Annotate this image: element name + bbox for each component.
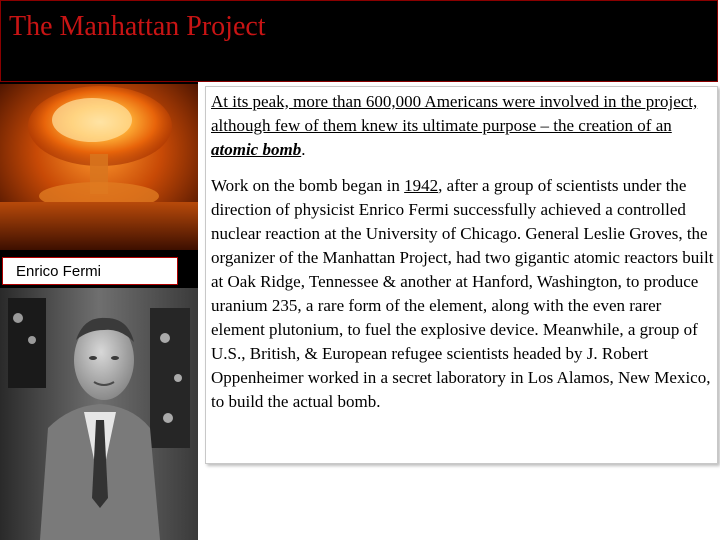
slide-title: The Manhattan Project [9,11,266,42]
atomic-bomb-emphasis: atomic bomb [211,140,302,159]
portrait-caption: Enrico Fermi [16,263,102,280]
portrait-illustration [0,288,198,540]
paragraph-work-rest: , after a group of scientists under the direction of physicist Enrico Fermi successfully achieved a controlled nuclear reaction at the University of Chicago. General Leslie Groves, the organizer of the Manhattan Project, had two gigantic atomic reactors built at Oak Ridge, Tennessee & another at Hanford, Washington, to produce uranium 235, a rare form of the element, along with the even rarer element plutonium, to fuel the explosive device. Meanwhile, a group of U.S., British, & European refugee scientists headed by J. Robert Oppenheimer worked in a secret laboratory in Los Alamos, New Mexico, to build the actual bomb. [211,176,714,411]
paragraph-peak-text: At its peak, more than 600,000 Americans were involved in the project, although few of them knew its ultimate purpose – the creation of an [211,92,698,135]
atomic-explosion-photo [0,84,198,250]
paragraph-peak-end: . [301,140,306,159]
title-bar [0,0,718,82]
paragraph-work [211,174,716,414]
paragraph-peak [211,90,716,162]
enrico-fermi-portrait [0,288,198,540]
explosion-illustration [0,84,198,250]
paragraph-work-start: Work on the bomb began in [211,176,405,195]
year-1942: 1942 [404,176,439,195]
